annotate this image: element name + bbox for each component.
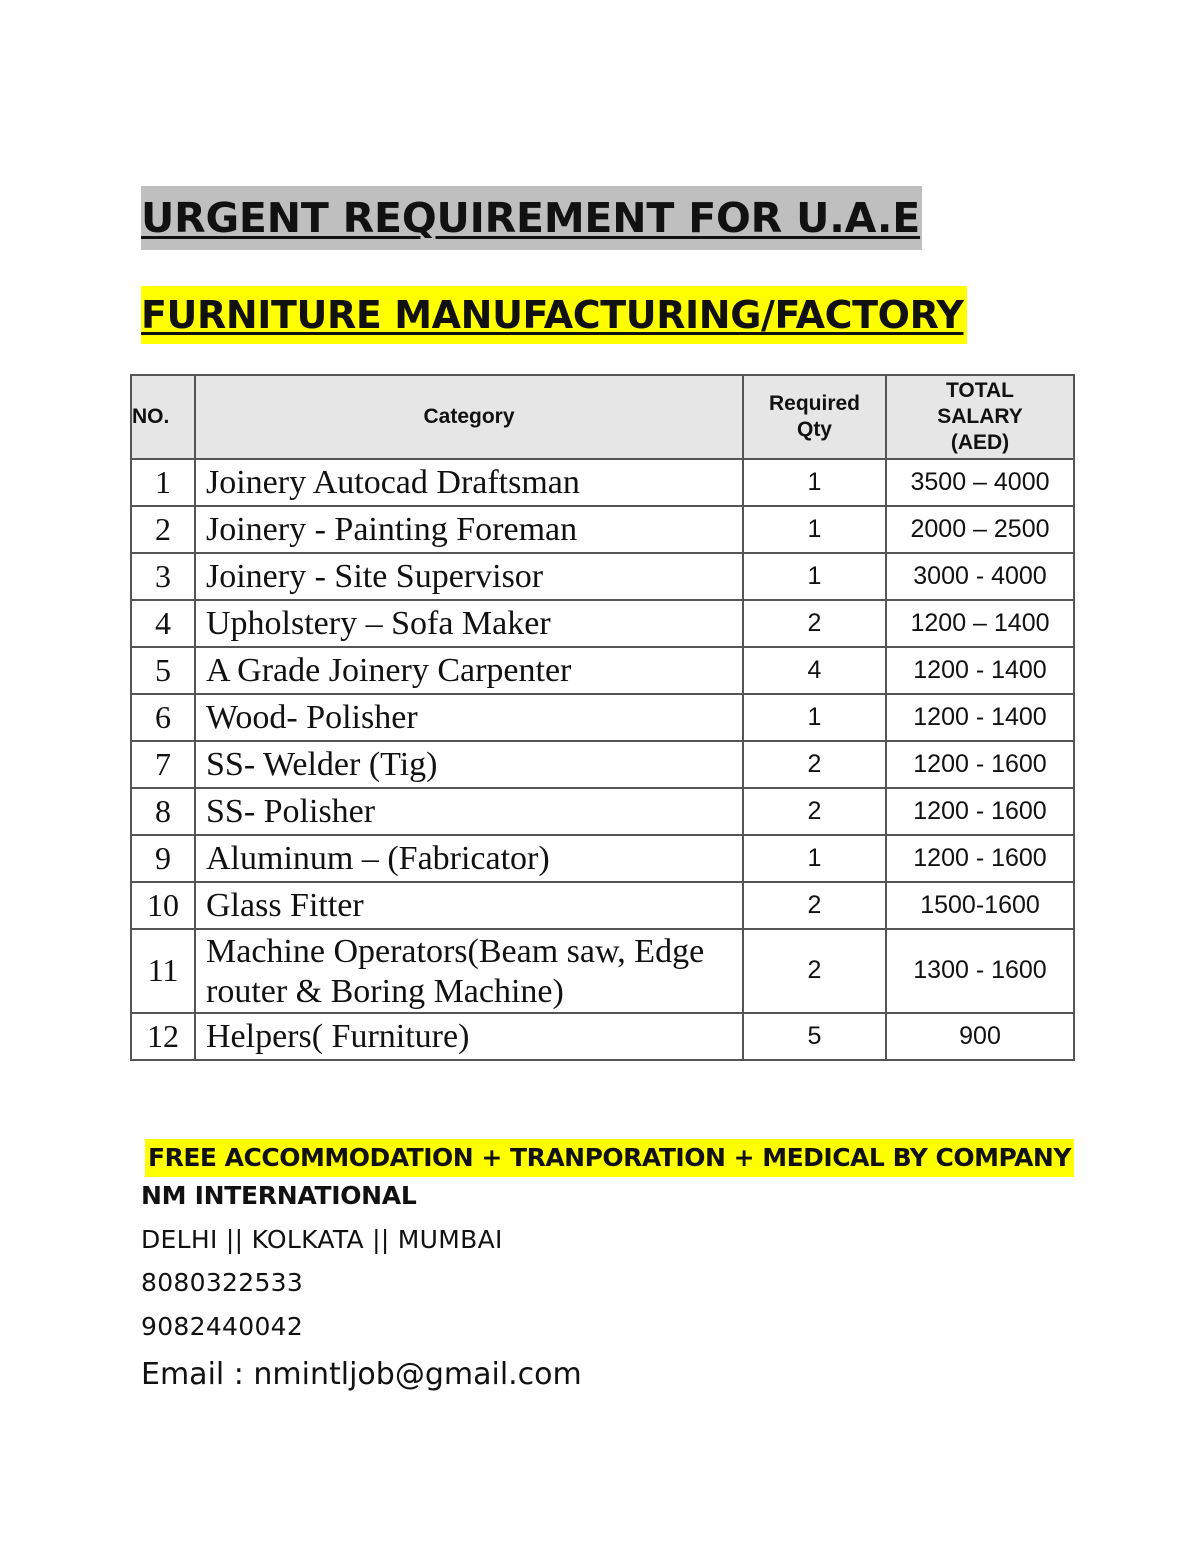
row-number: 1 <box>131 459 195 506</box>
row-salary: 2000 – 2500 <box>886 506 1074 553</box>
row-category: Joinery - Painting Foreman <box>195 506 743 553</box>
row-number: 4 <box>131 600 195 647</box>
column-header-salary-line1: TOTAL <box>945 379 1015 402</box>
row-qty: 4 <box>743 647 886 694</box>
row-qty: 5 <box>743 1013 886 1060</box>
table-row <box>131 929 1074 1013</box>
company-name: NM INTERNATIONAL <box>141 1181 417 1210</box>
row-category: Joinery - Site Supervisor <box>195 553 743 600</box>
column-header-salary-line3: (AED) <box>950 431 1010 454</box>
column-header-qty-line1: Required <box>768 392 860 415</box>
row-qty: 2 <box>743 600 886 647</box>
row-category: Upholstery – Sofa Maker <box>195 600 743 647</box>
row-qty: 2 <box>743 741 886 788</box>
row-category: Glass Fitter <box>195 882 743 929</box>
row-category: Helpers( Furniture) <box>195 1013 743 1060</box>
row-qty: 1 <box>743 506 886 553</box>
row-category: Machine Operators(Beam saw, Edge router & Boring Machine) <box>195 929 743 1013</box>
row-salary: 1200 - 1600 <box>886 741 1074 788</box>
row-category: SS- Welder (Tig) <box>195 741 743 788</box>
row-number: 5 <box>131 647 195 694</box>
table-row <box>131 459 1074 506</box>
table-row <box>131 647 1074 694</box>
table-row <box>131 553 1074 600</box>
row-salary: 1200 - 1400 <box>886 694 1074 741</box>
row-number: 9 <box>131 835 195 882</box>
row-number: 12 <box>131 1013 195 1060</box>
table-row <box>131 788 1074 835</box>
column-header-qty-line2: Qty <box>796 418 832 441</box>
column-header-salary <box>886 375 1074 459</box>
row-number: 8 <box>131 788 195 835</box>
row-category: Wood- Polisher <box>195 694 743 741</box>
row-salary: 900 <box>886 1013 1074 1060</box>
row-qty: 2 <box>743 788 886 835</box>
table-row <box>131 600 1074 647</box>
row-salary: 1200 – 1400 <box>886 600 1074 647</box>
row-salary: 1500-1600 <box>886 882 1074 929</box>
column-header-salary-line2: SALARY <box>937 405 1023 428</box>
row-qty: 2 <box>743 882 886 929</box>
email-address: Email : nmintljob@gmail.com <box>141 1357 582 1392</box>
column-header-no: NO. <box>131 375 195 459</box>
row-category: SS- Polisher <box>195 788 743 835</box>
row-salary: 1200 - 1400 <box>886 647 1074 694</box>
table-row <box>131 741 1074 788</box>
page-title: URGENT REQUIREMENT FOR U.A.E <box>141 186 922 250</box>
row-number: 10 <box>131 882 195 929</box>
table-header-row <box>131 375 1074 459</box>
table-row <box>131 694 1074 741</box>
jobs-table <box>130 374 1075 1061</box>
phone-number-1: 8080322533 <box>141 1268 304 1297</box>
row-qty: 2 <box>743 929 886 1013</box>
row-category: A Grade Joinery Carpenter <box>195 647 743 694</box>
row-number: 3 <box>131 553 195 600</box>
table-row <box>131 1013 1074 1060</box>
table-row <box>131 835 1074 882</box>
table-body <box>131 459 1074 1060</box>
row-qty: 1 <box>743 553 886 600</box>
page-subtitle: FURNITURE MANUFACTURING/FACTORY <box>141 286 967 344</box>
row-salary: 3000 - 4000 <box>886 553 1074 600</box>
benefits-banner: FREE ACCOMMODATION + TRANPORATION + MEDICAL BY COMPANY <box>145 1139 1074 1177</box>
row-salary: 1200 - 1600 <box>886 788 1074 835</box>
row-qty: 1 <box>743 694 886 741</box>
phone-number-2: 9082440042 <box>141 1312 304 1341</box>
row-salary: 1200 - 1600 <box>886 835 1074 882</box>
table-header <box>131 375 1074 459</box>
row-number: 11 <box>131 929 195 1013</box>
row-number: 6 <box>131 694 195 741</box>
column-header-category: Category <box>195 375 743 459</box>
row-number: 2 <box>131 506 195 553</box>
row-qty: 1 <box>743 835 886 882</box>
row-qty: 1 <box>743 459 886 506</box>
row-category: Aluminum – (Fabricator) <box>195 835 743 882</box>
table-row <box>131 506 1074 553</box>
row-salary: 3500 – 4000 <box>886 459 1074 506</box>
column-header-qty <box>743 375 886 459</box>
table-row <box>131 882 1074 929</box>
row-category: Joinery Autocad Draftsman <box>195 459 743 506</box>
office-locations: DELHI || KOLKATA || MUMBAI <box>141 1225 503 1254</box>
row-salary: 1300 - 1600 <box>886 929 1074 1013</box>
row-number: 7 <box>131 741 195 788</box>
